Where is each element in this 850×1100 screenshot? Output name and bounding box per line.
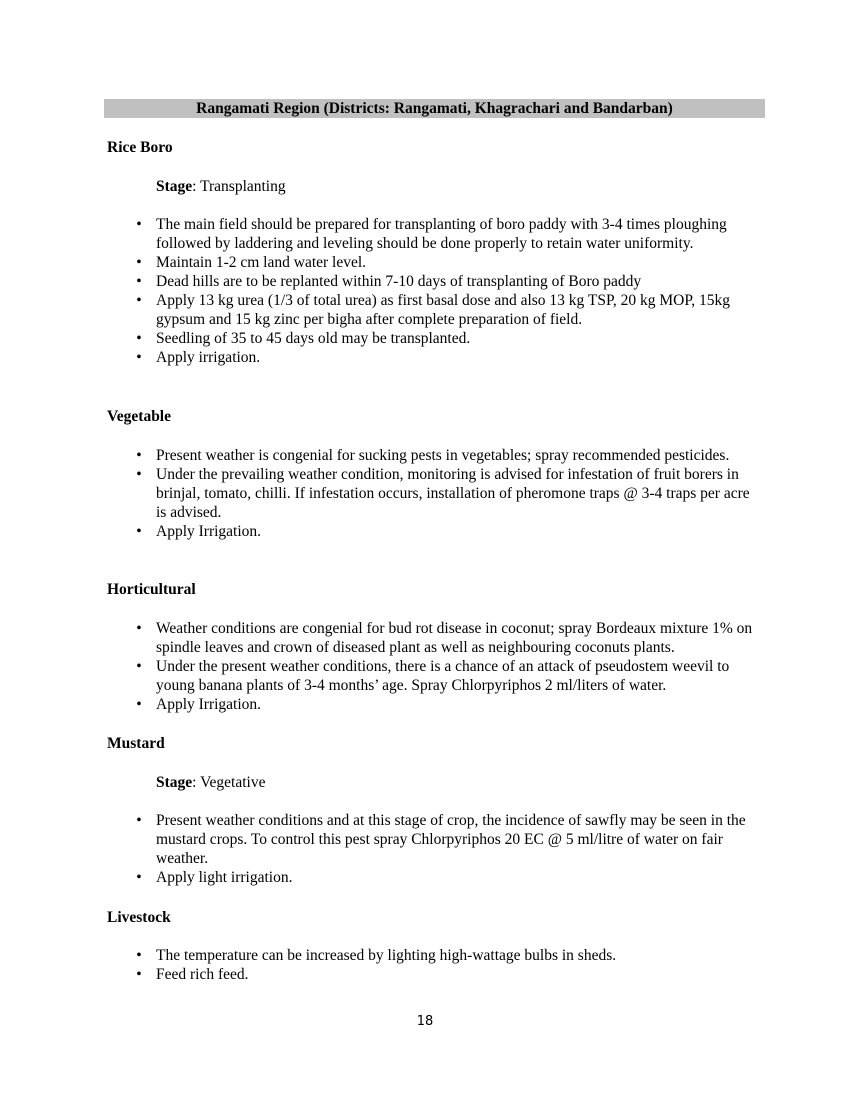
section-heading-rice-boro: Rice Boro bbox=[107, 139, 173, 156]
bullet-icon: • bbox=[136, 349, 142, 366]
list-item: • Apply irrigation. bbox=[156, 348, 762, 367]
bullet-icon: • bbox=[136, 292, 142, 309]
bullet-icon: • bbox=[136, 966, 142, 983]
list-item: • Present weather conditions and at this stage of crop, the incidence of sawfly may be seen in the mustard crops. To control this pest spray Chlorpyriphos 20 EC @ 5 ml/litre of water on fair weather. bbox=[156, 811, 762, 868]
bullet-icon: • bbox=[136, 216, 142, 233]
section-heading-mustard: Mustard bbox=[107, 735, 165, 752]
list-item: • The main field should be prepared for transplanting of boro paddy with 3-4 times ploughing followed by laddering and leveling should be done properly to retain water uniformity. bbox=[156, 215, 762, 253]
bullet-icon: • bbox=[136, 869, 142, 886]
page-number: 18 bbox=[416, 1014, 434, 1029]
bullet-icon: • bbox=[136, 523, 142, 540]
section-heading-vegetable: Vegetable bbox=[107, 408, 171, 425]
bullet-list-livestock bbox=[136, 946, 762, 984]
bullet-list-rice-boro bbox=[136, 215, 762, 367]
bullet-list-vegetable bbox=[136, 446, 762, 541]
bullet-icon: • bbox=[136, 812, 142, 829]
stage-label: Stage bbox=[156, 774, 193, 791]
stage-value: : Transplanting bbox=[192, 178, 286, 195]
stage-value: : Vegetative bbox=[192, 774, 266, 791]
list-item: • Apply Irrigation. bbox=[156, 695, 762, 714]
bullet-icon: • bbox=[136, 947, 142, 964]
region-header: Rangamati Region (Districts: Rangamati, Khagrachari and Bandarban) bbox=[104, 99, 765, 118]
stage-line-mustard bbox=[156, 773, 266, 792]
bullet-icon: • bbox=[136, 447, 142, 464]
section-heading-livestock: Livestock bbox=[107, 909, 171, 926]
stage-line-rice-boro bbox=[156, 177, 286, 196]
stage-label: Stage bbox=[156, 178, 193, 195]
list-item: • Maintain 1-2 cm land water level. bbox=[156, 253, 762, 272]
bullet-list-mustard bbox=[136, 811, 762, 887]
bullet-list-horticultural bbox=[136, 619, 762, 714]
bullet-icon: • bbox=[136, 658, 142, 675]
bullet-icon: • bbox=[136, 466, 142, 483]
list-item: • Under the prevailing weather condition, monitoring is advised for infestation of fruit borers in brinjal, tomato, chilli. If infestation occurs, installation of pheromone traps @ 3-4 traps per acre is advised. bbox=[156, 465, 762, 522]
bullet-icon: • bbox=[136, 254, 142, 271]
list-item: • Apply 13 kg urea (1/3 of total urea) as first basal dose and also 13 kg TSP, 20 kg MOP, 15kg gypsum and 15 kg zinc per bigha after complete preparation of field. bbox=[156, 291, 762, 329]
list-item: • Dead hills are to be replanted within 7-10 days of transplanting of Boro paddy bbox=[156, 272, 762, 291]
bullet-icon: • bbox=[136, 620, 142, 637]
section-heading-horticultural: Horticultural bbox=[107, 581, 196, 598]
list-item: • Present weather is congenial for sucking pests in vegetables; spray recommended pesticides. bbox=[156, 446, 762, 465]
list-item: • The temperature can be increased by lighting high-wattage bulbs in sheds. bbox=[156, 946, 762, 965]
bullet-icon: • bbox=[136, 273, 142, 290]
list-item: • Weather conditions are congenial for bud rot disease in coconut; spray Bordeaux mixture 1% on spindle leaves and crown of diseased plant as well as neighbouring coconuts plants. bbox=[156, 619, 762, 657]
list-item: • Under the present weather conditions, there is a chance of an attack of pseudostem weevil to young banana plants of 3-4 months’ age. Spray Chlorpyriphos 2 ml/liters of water. bbox=[156, 657, 762, 695]
bullet-icon: • bbox=[136, 696, 142, 713]
list-item: • Apply light irrigation. bbox=[156, 868, 762, 887]
list-item: • Seedling of 35 to 45 days old may be transplanted. bbox=[156, 329, 762, 348]
bullet-icon: • bbox=[136, 330, 142, 347]
list-item: • Feed rich feed. bbox=[156, 965, 762, 984]
list-item: • Apply Irrigation. bbox=[156, 522, 762, 541]
